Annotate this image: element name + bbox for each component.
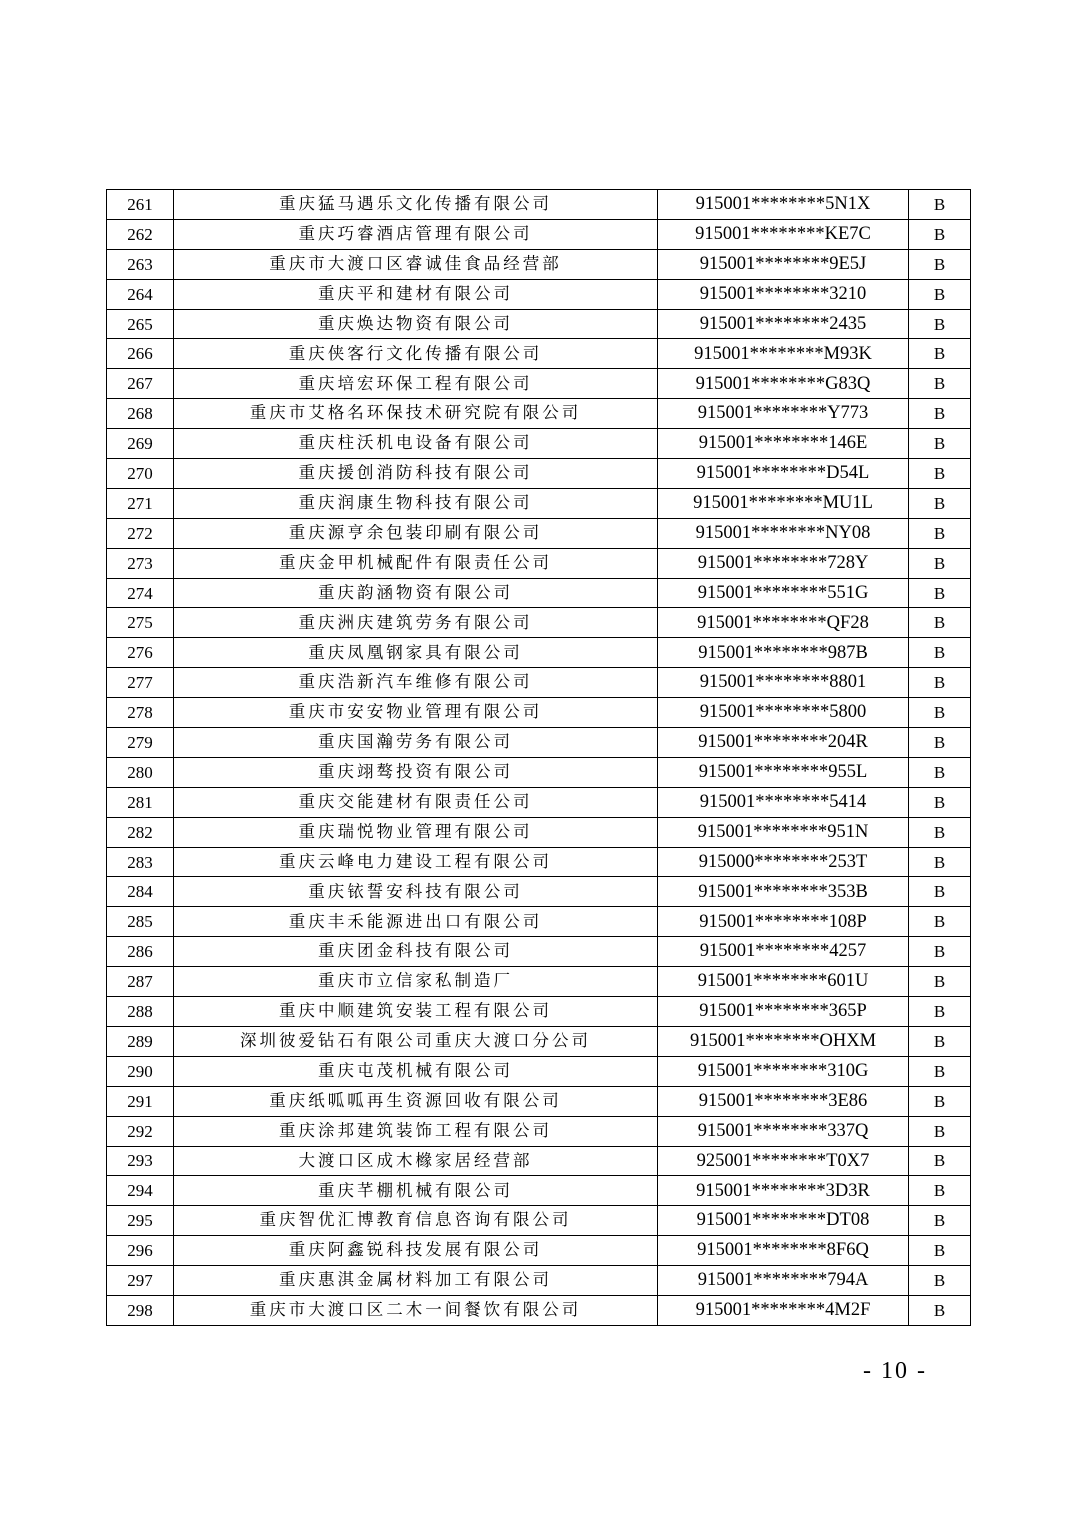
credit-code-cell: 915001********OHXM: [658, 1026, 909, 1056]
credit-code-cell: 915001********146E: [658, 429, 909, 459]
table-row: [107, 1236, 971, 1266]
credit-code-cell: 915001********3D3R: [658, 1176, 909, 1206]
row-number-cell: 269: [107, 429, 174, 459]
records-table: [106, 189, 971, 1326]
credit-code-cell: 915001********353B: [658, 877, 909, 907]
company-name-cell: 重庆云峰电力建设工程有限公司: [174, 847, 658, 877]
grade-cell: B: [909, 847, 971, 877]
table-row: [107, 967, 971, 997]
company-name-cell: 重庆屯茂机械有限公司: [174, 1056, 658, 1086]
row-number-cell: 297: [107, 1266, 174, 1296]
row-number-cell: 278: [107, 698, 174, 728]
grade-cell: B: [909, 1146, 971, 1176]
row-number-cell: 294: [107, 1176, 174, 1206]
credit-code-cell: 915001********5800: [658, 698, 909, 728]
company-name-cell: 重庆惠淇金属材料加工有限公司: [174, 1266, 658, 1296]
grade-cell: B: [909, 339, 971, 369]
company-name-cell: 重庆源亨余包装印刷有限公司: [174, 518, 658, 548]
credit-code-cell: 915001********5414: [658, 787, 909, 817]
grade-cell: B: [909, 1236, 971, 1266]
company-name-cell: 重庆涂邦建筑装饰工程有限公司: [174, 1116, 658, 1146]
table-row: [107, 847, 971, 877]
table-row: [107, 518, 971, 548]
grade-cell: B: [909, 997, 971, 1027]
table-row: [107, 757, 971, 787]
company-name-cell: 重庆猛马遇乐文化传播有限公司: [174, 190, 658, 220]
company-name-cell: 重庆智优汇博教育信息咨询有限公司: [174, 1206, 658, 1236]
grade-cell: B: [909, 279, 971, 309]
table-row: [107, 638, 971, 668]
company-name-cell: 重庆浩新汽车维修有限公司: [174, 668, 658, 698]
credit-code-cell: 915001********DT08: [658, 1206, 909, 1236]
grade-cell: B: [909, 1295, 971, 1325]
table-row: [107, 249, 971, 279]
credit-code-cell: 915001********9E5J: [658, 249, 909, 279]
grade-cell: B: [909, 638, 971, 668]
credit-code-cell: 915001********QF28: [658, 608, 909, 638]
row-number-cell: 272: [107, 518, 174, 548]
company-name-cell: 重庆韵涵物资有限公司: [174, 578, 658, 608]
table-row: [107, 429, 971, 459]
credit-code-cell: 915001********Y773: [658, 399, 909, 429]
row-number-cell: 279: [107, 728, 174, 758]
table-row: [107, 339, 971, 369]
row-number-cell: 286: [107, 937, 174, 967]
grade-cell: B: [909, 190, 971, 220]
grade-cell: B: [909, 309, 971, 339]
credit-code-cell: 915001********KE7C: [658, 219, 909, 249]
company-name-cell: 重庆翊骜投资有限公司: [174, 757, 658, 787]
row-number-cell: 262: [107, 219, 174, 249]
company-name-cell: 重庆市大渡口区二木一间餐饮有限公司: [174, 1295, 658, 1325]
company-name-cell: 重庆柱沃机电设备有限公司: [174, 429, 658, 459]
grade-cell: B: [909, 249, 971, 279]
company-name-cell: 重庆铱誓安科技有限公司: [174, 877, 658, 907]
grade-cell: B: [909, 817, 971, 847]
credit-code-cell: 915001********955L: [658, 757, 909, 787]
credit-code-cell: 915001********108P: [658, 907, 909, 937]
company-name-cell: 重庆交能建材有限责任公司: [174, 787, 658, 817]
credit-code-cell: 915001********M93K: [658, 339, 909, 369]
table-row: [107, 877, 971, 907]
grade-cell: B: [909, 1266, 971, 1296]
row-number-cell: 261: [107, 190, 174, 220]
credit-code-cell: 915001********5N1X: [658, 190, 909, 220]
table-row: [107, 608, 971, 638]
grade-cell: B: [909, 1176, 971, 1206]
row-number-cell: 277: [107, 668, 174, 698]
company-name-cell: 重庆阿鑫锐科技发展有限公司: [174, 1236, 658, 1266]
credit-code-cell: 915001********4M2F: [658, 1295, 909, 1325]
credit-code-cell: 915001********NY08: [658, 518, 909, 548]
row-number-cell: 292: [107, 1116, 174, 1146]
credit-code-cell: 925001********T0X7: [658, 1146, 909, 1176]
credit-code-cell: 915001********601U: [658, 967, 909, 997]
row-number-cell: 281: [107, 787, 174, 817]
company-name-cell: 重庆市艾格名环保技术研究院有限公司: [174, 399, 658, 429]
credit-code-cell: 915001********337Q: [658, 1116, 909, 1146]
grade-cell: B: [909, 907, 971, 937]
table-row: [107, 1206, 971, 1236]
credit-code-cell: 915001********551G: [658, 578, 909, 608]
grade-cell: B: [909, 787, 971, 817]
row-number-cell: 264: [107, 279, 174, 309]
grade-cell: B: [909, 488, 971, 518]
table-row: [107, 698, 971, 728]
credit-code-cell: 915001********4257: [658, 937, 909, 967]
table-row: [107, 937, 971, 967]
row-number-cell: 265: [107, 309, 174, 339]
table-row: [107, 1056, 971, 1086]
records-table-body: [107, 190, 971, 1326]
row-number-cell: 268: [107, 399, 174, 429]
grade-cell: B: [909, 429, 971, 459]
table-row: [107, 309, 971, 339]
grade-cell: B: [909, 548, 971, 578]
row-number-cell: 288: [107, 997, 174, 1027]
row-number-cell: 267: [107, 369, 174, 399]
company-name-cell: 重庆洲庆建筑劳务有限公司: [174, 608, 658, 638]
grade-cell: B: [909, 369, 971, 399]
table-row: [107, 997, 971, 1027]
company-name-cell: 重庆侠客行文化传播有限公司: [174, 339, 658, 369]
company-name-cell: 重庆援创消防科技有限公司: [174, 459, 658, 489]
company-name-cell: 重庆凤凰钢家具有限公司: [174, 638, 658, 668]
records-table-container: [106, 189, 970, 1326]
table-row: [107, 1266, 971, 1296]
grade-cell: B: [909, 518, 971, 548]
grade-cell: B: [909, 1056, 971, 1086]
company-name-cell: 重庆平和建材有限公司: [174, 279, 658, 309]
grade-cell: B: [909, 877, 971, 907]
credit-code-cell: 915000********253T: [658, 847, 909, 877]
table-row: [107, 1146, 971, 1176]
company-name-cell: 重庆润康生物科技有限公司: [174, 488, 658, 518]
grade-cell: B: [909, 967, 971, 997]
credit-code-cell: 915001********310G: [658, 1056, 909, 1086]
company-name-cell: 重庆市安安物业管理有限公司: [174, 698, 658, 728]
company-name-cell: 深圳彼爱钻石有限公司重庆大渡口分公司: [174, 1026, 658, 1056]
company-name-cell: 重庆瑞悦物业管理有限公司: [174, 817, 658, 847]
credit-code-cell: 915001********365P: [658, 997, 909, 1027]
table-row: [107, 1116, 971, 1146]
row-number-cell: 296: [107, 1236, 174, 1266]
grade-cell: B: [909, 728, 971, 758]
credit-code-cell: 915001********794A: [658, 1266, 909, 1296]
page-number: - 10 -: [863, 1358, 927, 1384]
credit-code-cell: 915001********728Y: [658, 548, 909, 578]
company-name-cell: 重庆巧睿酒店管理有限公司: [174, 219, 658, 249]
grade-cell: B: [909, 1026, 971, 1056]
company-name-cell: 重庆金甲机械配件有限责任公司: [174, 548, 658, 578]
company-name-cell: 重庆中顺建筑安装工程有限公司: [174, 997, 658, 1027]
grade-cell: B: [909, 459, 971, 489]
table-row: [107, 1176, 971, 1206]
credit-code-cell: 915001********987B: [658, 638, 909, 668]
grade-cell: B: [909, 1086, 971, 1116]
table-row: [107, 399, 971, 429]
credit-code-cell: 915001********3E86: [658, 1086, 909, 1116]
row-number-cell: 276: [107, 638, 174, 668]
row-number-cell: 275: [107, 608, 174, 638]
row-number-cell: 295: [107, 1206, 174, 1236]
row-number-cell: 283: [107, 847, 174, 877]
credit-code-cell: 915001********MU1L: [658, 488, 909, 518]
company-name-cell: 重庆芊棚机械有限公司: [174, 1176, 658, 1206]
company-name-cell: 大渡口区成木橼家居经营部: [174, 1146, 658, 1176]
grade-cell: B: [909, 757, 971, 787]
credit-code-cell: 915001********204R: [658, 728, 909, 758]
company-name-cell: 重庆纸呱呱再生资源回收有限公司: [174, 1086, 658, 1116]
row-number-cell: 287: [107, 967, 174, 997]
company-name-cell: 重庆团金科技有限公司: [174, 937, 658, 967]
table-row: [107, 279, 971, 309]
row-number-cell: 290: [107, 1056, 174, 1086]
grade-cell: B: [909, 1116, 971, 1146]
row-number-cell: 271: [107, 488, 174, 518]
table-row: [107, 190, 971, 220]
credit-code-cell: 915001********G83Q: [658, 369, 909, 399]
company-name-cell: 重庆焕达物资有限公司: [174, 309, 658, 339]
credit-code-cell: 915001********D54L: [658, 459, 909, 489]
grade-cell: B: [909, 1206, 971, 1236]
grade-cell: B: [909, 608, 971, 638]
row-number-cell: 280: [107, 757, 174, 787]
credit-code-cell: 915001********2435: [658, 309, 909, 339]
grade-cell: B: [909, 578, 971, 608]
row-number-cell: 293: [107, 1146, 174, 1176]
grade-cell: B: [909, 219, 971, 249]
credit-code-cell: 915001********8801: [658, 668, 909, 698]
grade-cell: B: [909, 937, 971, 967]
table-row: [107, 1026, 971, 1056]
company-name-cell: 重庆培宏环保工程有限公司: [174, 369, 658, 399]
row-number-cell: 291: [107, 1086, 174, 1116]
row-number-cell: 270: [107, 459, 174, 489]
table-row: [107, 728, 971, 758]
table-row: [107, 548, 971, 578]
row-number-cell: 266: [107, 339, 174, 369]
row-number-cell: 284: [107, 877, 174, 907]
company-name-cell: 重庆市立信家私制造厂: [174, 967, 658, 997]
table-row: [107, 578, 971, 608]
credit-code-cell: 915001********3210: [658, 279, 909, 309]
table-row: [107, 219, 971, 249]
table-row: [107, 668, 971, 698]
table-row: [107, 1086, 971, 1116]
company-name-cell: 重庆国瀚劳务有限公司: [174, 728, 658, 758]
table-row: [107, 787, 971, 817]
table-row: [107, 459, 971, 489]
row-number-cell: 298: [107, 1295, 174, 1325]
row-number-cell: 285: [107, 907, 174, 937]
row-number-cell: 282: [107, 817, 174, 847]
table-row: [107, 488, 971, 518]
table-row: [107, 907, 971, 937]
table-row: [107, 1295, 971, 1325]
row-number-cell: 263: [107, 249, 174, 279]
row-number-cell: 289: [107, 1026, 174, 1056]
table-row: [107, 817, 971, 847]
grade-cell: B: [909, 399, 971, 429]
company-name-cell: 重庆市大渡口区睿诚佳食品经营部: [174, 249, 658, 279]
row-number-cell: 273: [107, 548, 174, 578]
company-name-cell: 重庆丰禾能源进出口有限公司: [174, 907, 658, 937]
credit-code-cell: 915001********951N: [658, 817, 909, 847]
grade-cell: B: [909, 698, 971, 728]
grade-cell: B: [909, 668, 971, 698]
table-row: [107, 369, 971, 399]
row-number-cell: 274: [107, 578, 174, 608]
credit-code-cell: 915001********8F6Q: [658, 1236, 909, 1266]
